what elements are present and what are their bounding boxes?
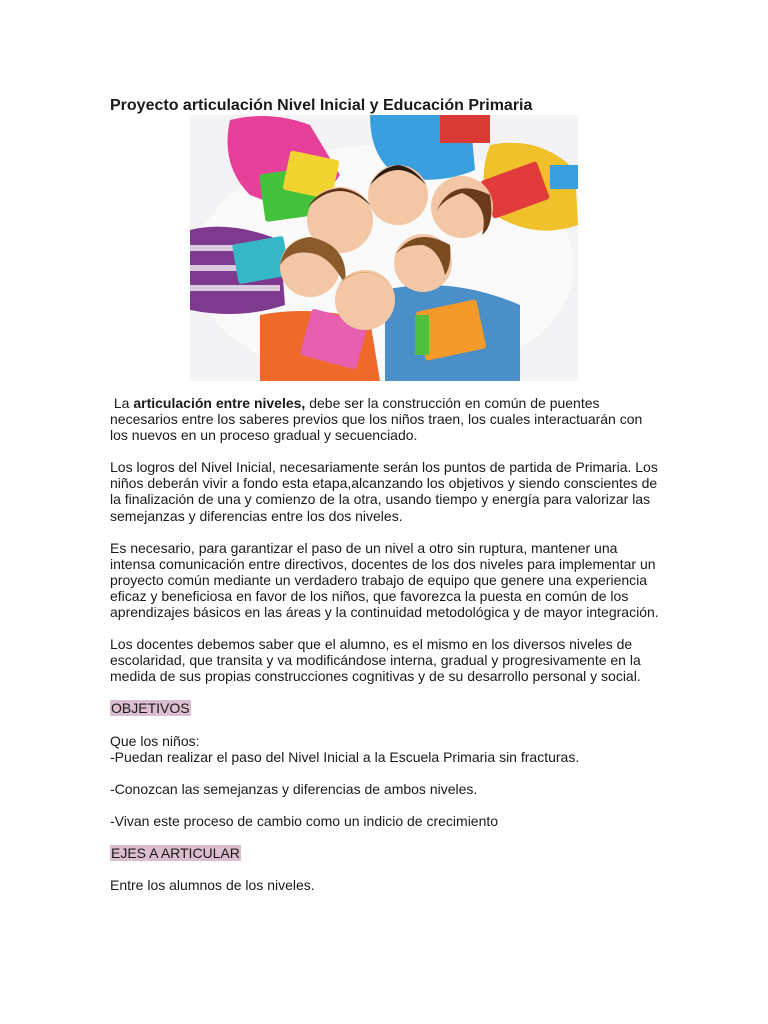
document-title: Proyecto articulación Nivel Inicial y Educación Primaria <box>110 97 533 114</box>
children-photo <box>190 115 578 381</box>
objetivos-intro-block <box>110 733 662 765</box>
paragraph-necesario: Es necesario, para garantizar el paso de un nivel a otro sin ruptura, mantener una intensa comunicación entre directivos, docentes de los dos niveles para implementar un proyecto común mediante un verdadero trabajo de equipo que genere una experiencia eficaz y beneficiosa en favor de los niños, que favorezca la puesta en común de los aprendizajes básicos en las áreas y la continuidad metodológica y de mayor integración. <box>110 539 659 621</box>
document-body <box>110 395 662 909</box>
paragraph-docentes: Los docentes debemos saber que el alumno, es el mismo en los diversos niveles de escolaridad, que transita y va modificándose interna, gradual y progresivamente en la medida de sus propias construcciones cognitivas y de su desarrollo personal y social. <box>110 636 641 685</box>
objetivo-item-1: -Puedan realizar el paso del Nivel Inicial a la Escuela Primaria sin fracturas. <box>110 748 580 765</box>
paragraph-logros: Los logros del Nivel Inicial, necesariamente serán los puntos de partida de Primaria. Los niños deberán vivir a fondo esta etapa,alcanzando los objetivos y siendo conscientes de la finalización de una y comienzo de la otra, usando tiempo y energía para valorizar las semejanzas y diferencias entre los dos niveles. <box>110 459 658 524</box>
objetivo-item-3: -Vivan este proceso de cambio como un indicio de crecimiento <box>110 812 499 829</box>
ejes-heading-block <box>110 845 662 861</box>
objetivos-intro: Que los niños: <box>110 732 200 749</box>
objetivos-heading-block <box>110 700 662 716</box>
ejes-text: Entre los alumnos de los niveles. <box>110 876 315 893</box>
paragraph-articulacion: La articulación entre niveles, debe ser la construcción en común de puentes necesarios entre los saberes previos que los niños traen, los cuales interactuarán con los nuevos en un proceso gradual y secuenciado. <box>110 395 643 444</box>
objetivo-item-2: -Conozcan las semejanzas y diferencias de ambos niveles. <box>110 780 478 797</box>
objetivos-heading: OBJETIVOS <box>111 700 190 717</box>
bold-phrase: articulación entre niveles, <box>133 395 306 411</box>
ejes-heading: EJES A ARTICULAR <box>111 844 240 861</box>
